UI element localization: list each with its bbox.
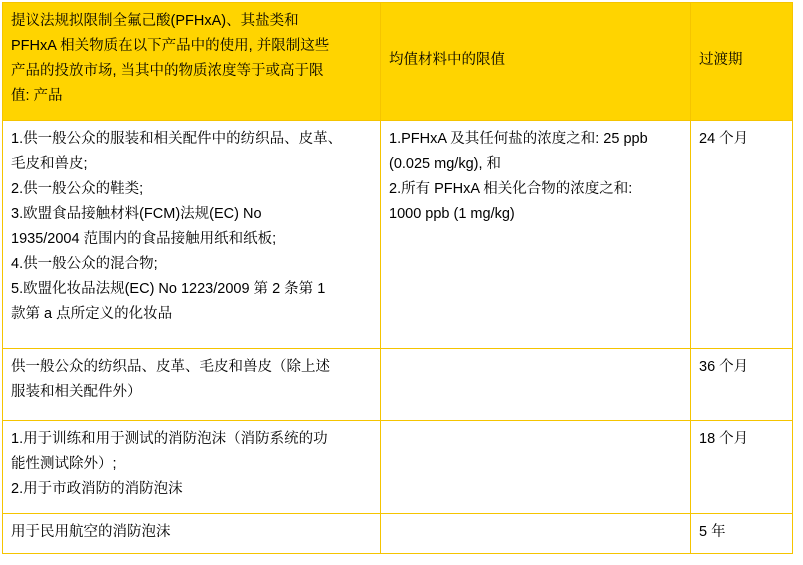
column-header-limits xyxy=(381,3,691,121)
cell-transition-period: 18 个月 xyxy=(691,421,793,514)
product-line: 1.供一般公众的服装和相关配件中的纺织品、皮革、 xyxy=(11,131,343,147)
header-line: 产品的投放市场, 当其中的物质浓度等于或高于限 xyxy=(11,62,324,79)
product-line: 2.供一般公众的鞋类; xyxy=(11,180,144,197)
limit-line: 1000 ppb (1 mg/kg) xyxy=(389,205,515,222)
cell-products xyxy=(3,349,381,421)
cell-limits-empty xyxy=(381,421,691,514)
table-header-row xyxy=(3,3,793,121)
cell-products xyxy=(3,121,381,349)
cell-limits-empty xyxy=(381,349,691,421)
table-row xyxy=(3,514,793,554)
pfhxa-restriction-table xyxy=(2,2,793,554)
header-line: 值: 产品 xyxy=(11,87,63,104)
product-line: 毛皮和兽皮; xyxy=(11,155,88,172)
header-line: 均值材料中的限值 xyxy=(389,52,505,69)
table-row xyxy=(3,349,793,421)
table-row xyxy=(3,421,793,514)
product-line: 1935/2004 范围内的食品接触用纸和纸板; xyxy=(11,230,277,247)
product-line: 3.欧盟食品接触材料(FCM)法规(EC) No xyxy=(11,205,262,222)
limit-line: (0.025 mg/kg), 和 xyxy=(389,155,502,172)
product-line: 5.欧盟化妆品法规(EC) No 1223/2009 第 2 条第 1 xyxy=(11,280,326,297)
header-line: 提议法规拟限制全氟己酸(PFHxA)、其盐类和 xyxy=(11,13,299,29)
limit-line: 1.PFHxA 及其任何盐的浓度之和: 25 ppb xyxy=(389,131,648,147)
cell-products xyxy=(3,421,381,514)
product-line: 服装和相关配件外） xyxy=(11,383,142,400)
cell-transition-period: 5 年 xyxy=(691,514,793,554)
product-line: 用于民用航空的消防泡沫 xyxy=(11,524,171,540)
product-line: 款第 a 点所定义的化妆品 xyxy=(11,305,173,322)
column-header-transition-period xyxy=(691,3,793,121)
product-line: 1.用于训练和用于测试的消防泡沫（消防系统的功 xyxy=(11,431,328,447)
limit-line: 2.所有 PFHxA 相关化合物的浓度之和: xyxy=(389,180,633,197)
column-header-products xyxy=(3,3,381,121)
product-line: 4.供一般公众的混合物; xyxy=(11,255,158,272)
product-line: 能性测试除外）; xyxy=(11,455,117,472)
cell-limits xyxy=(381,121,691,349)
product-line: 2.用于市政消防的消防泡沫 xyxy=(11,480,183,497)
table-row xyxy=(3,121,793,349)
header-line: PFHxA 相关物质在以下产品中的使用, 并限制这些 xyxy=(11,37,330,54)
header-line: 过渡期 xyxy=(699,52,743,69)
cell-transition-period: 36 个月 xyxy=(691,349,793,421)
product-line: 供一般公众的纺织品、皮革、毛皮和兽皮（除上述 xyxy=(11,359,330,375)
cell-products xyxy=(3,514,381,554)
cell-transition-period: 24 个月 xyxy=(691,121,793,349)
cell-limits-empty xyxy=(381,514,691,554)
